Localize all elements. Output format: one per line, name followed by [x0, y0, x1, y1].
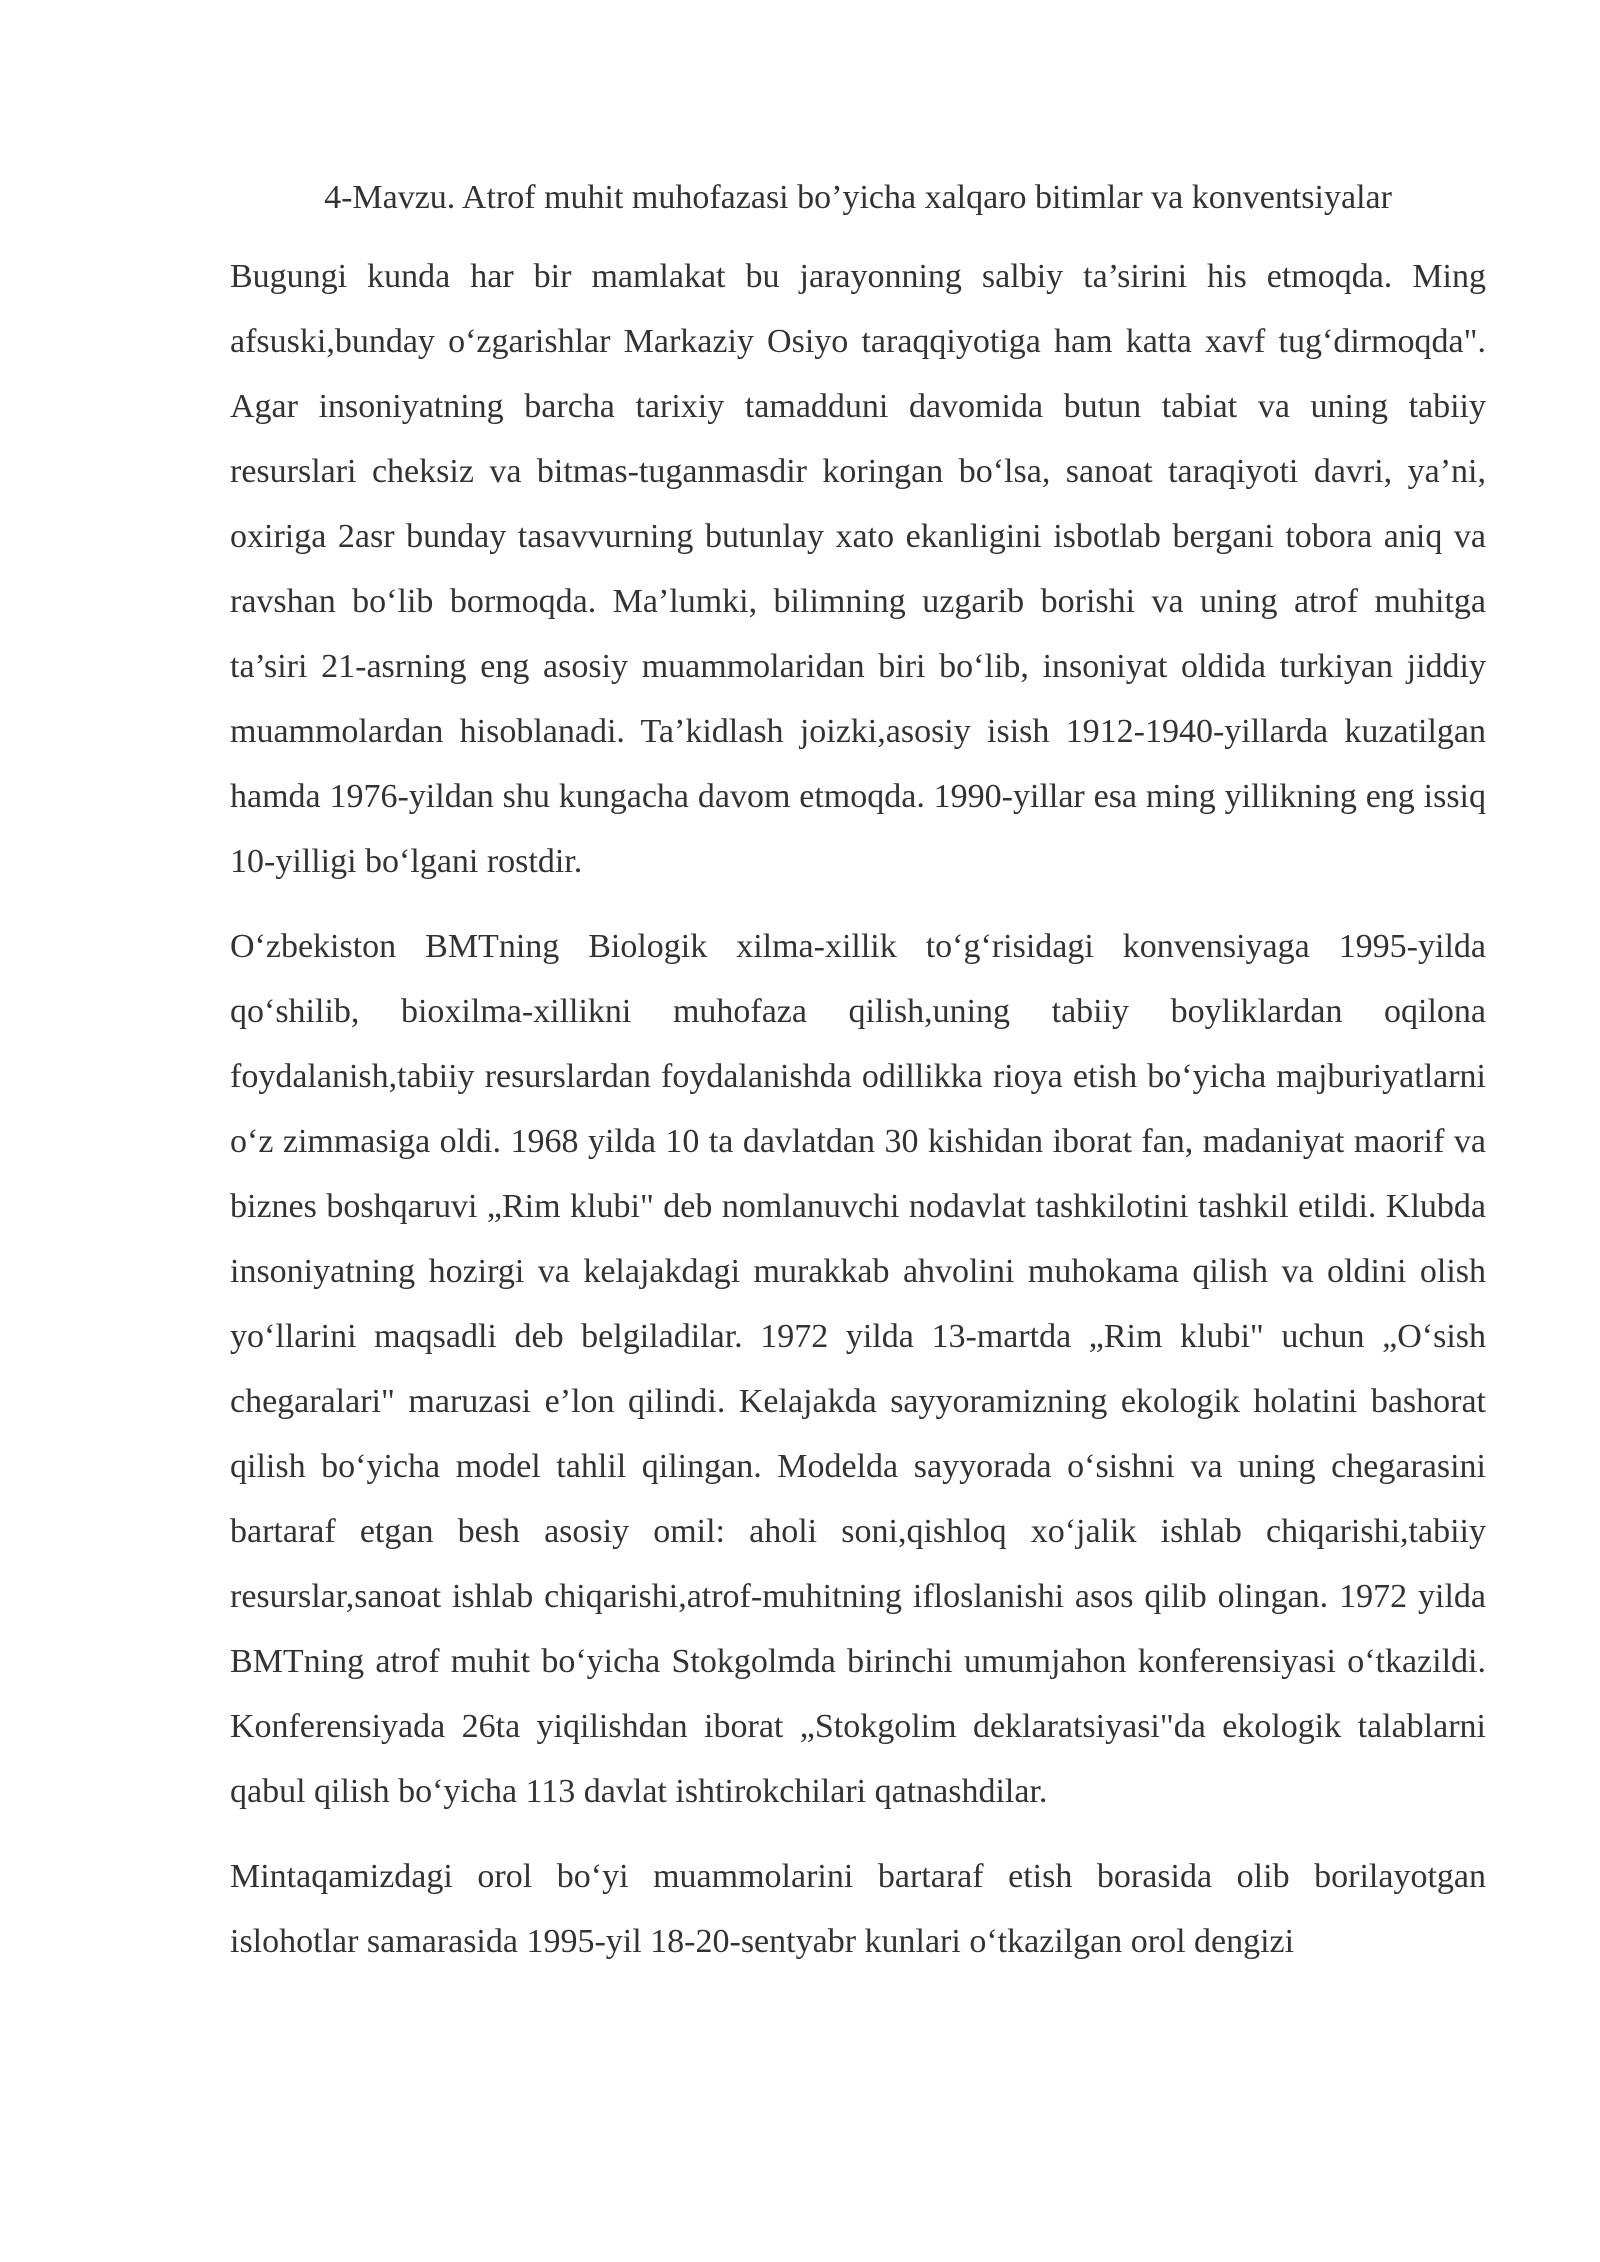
- paragraph-1: Bugungi kunda har bir mamlakat bu jarayonning salbiy ta’sirini his etmoqda. Ming afsuski,bunday o‘zgarishlar Markaziy Osiyo taraqqiyotiga ham katta xavf tug‘dirmoqda". Agar insoniyatning barcha tarixiy tamadduni davomida butun tabiat va uning tabiiy resurslari cheksiz va bitmas-tuganmasdir koringan bo‘lsa, sanoat taraqiyoti davri, ya’ni, oxiriga 2asr bunday tasavvurning butunlay xato ekanligini isbotlab bergani tobora aniq va ravshan bo‘lib bormoqda. Ma’lumki, bilimning uzgarib borishi va uning atrof muhitga ta’siri 21-asrning eng asosiy muammolaridan biri bo‘lib, insoniyat oldida turkiyan jiddiy muammolardan hisoblanadi. Ta’kidlash joizki,asosiy isish 1912-1940-yillarda kuzatilgan hamda 1976-yildan shu kungacha davom etmoqda. 1990-yillar esa ming yillikning eng issiq 10-yilligi bo‘lgani rostdir.: [230, 258, 1486, 880]
- document-body: [230, 170, 1486, 1994]
- paragraph-3: Mintaqamizdagi orol bo‘yi muammolarini bartaraf etish borasida olib borilayotgan islohotlar samarasida 1995-yil 18-20-sentyabr kunlari o‘tkazilgan orol dengizi: [230, 1858, 1486, 1960]
- paragraph-2: O‘zbekiston BMTning Biologik xilma-xillik to‘g‘risidagi konvensiyaga 1995-yilda qo‘shilib, bioxilma-xillikni muhofaza qilish,uning tabiiy boyliklardan oqilona foydalanish,tabiiy resurslardan foydalanishda odillikka rioya etish bo‘yicha majburiyatlarni o‘z zimmasiga oldi. 1968 yilda 10 ta davlatdan 30 kishidan iborat fan, madaniyat maorif va biznes boshqaruvi „Rim klubi" deb nomlanuvchi nodavlat tashkilotini tashkil etildi. Klubda insoniyatning hozirgi va kelajakdagi murakkab ahvolini muhokama qilish va oldini olish yo‘llarini maqsadli deb belgiladilar. 1972 yilda 13-martda „Rim klubi" uchun „O‘sish chegaralari" maruzasi e’lon qilindi. Kelajakda sayyoramizning ekologik holatini bashorat qilish bo‘yicha model tahlil qilingan. Modelda sayyorada o‘sishni va uning chegarasini bartaraf etgan besh asosiy omil: aholi soni,qishloq xo‘jalik ishlab chiqarishi,tabiiy resurslar,sanoat ishlab chiqarishi,atrof-muhitning ifloslanishi asos qilib olingan. 1972 yilda BMTning atrof muhit bo‘yicha Stokgolmda birinchi umumjahon konferensiyasi o‘tkazildi. Konferensiyada 26ta yiqilishdan iborat „Stokgolim deklaratsiyasi"da ekologik talablarni qabul qilish bo‘yicha 113 davlat ishtirokchilari qatnashdilar.: [230, 928, 1486, 1810]
- document-title: 4-Mavzu. Atrof muhit muhofazasi bo’yicha xalqaro bitimlar va konventsiyalar: [324, 179, 1392, 216]
